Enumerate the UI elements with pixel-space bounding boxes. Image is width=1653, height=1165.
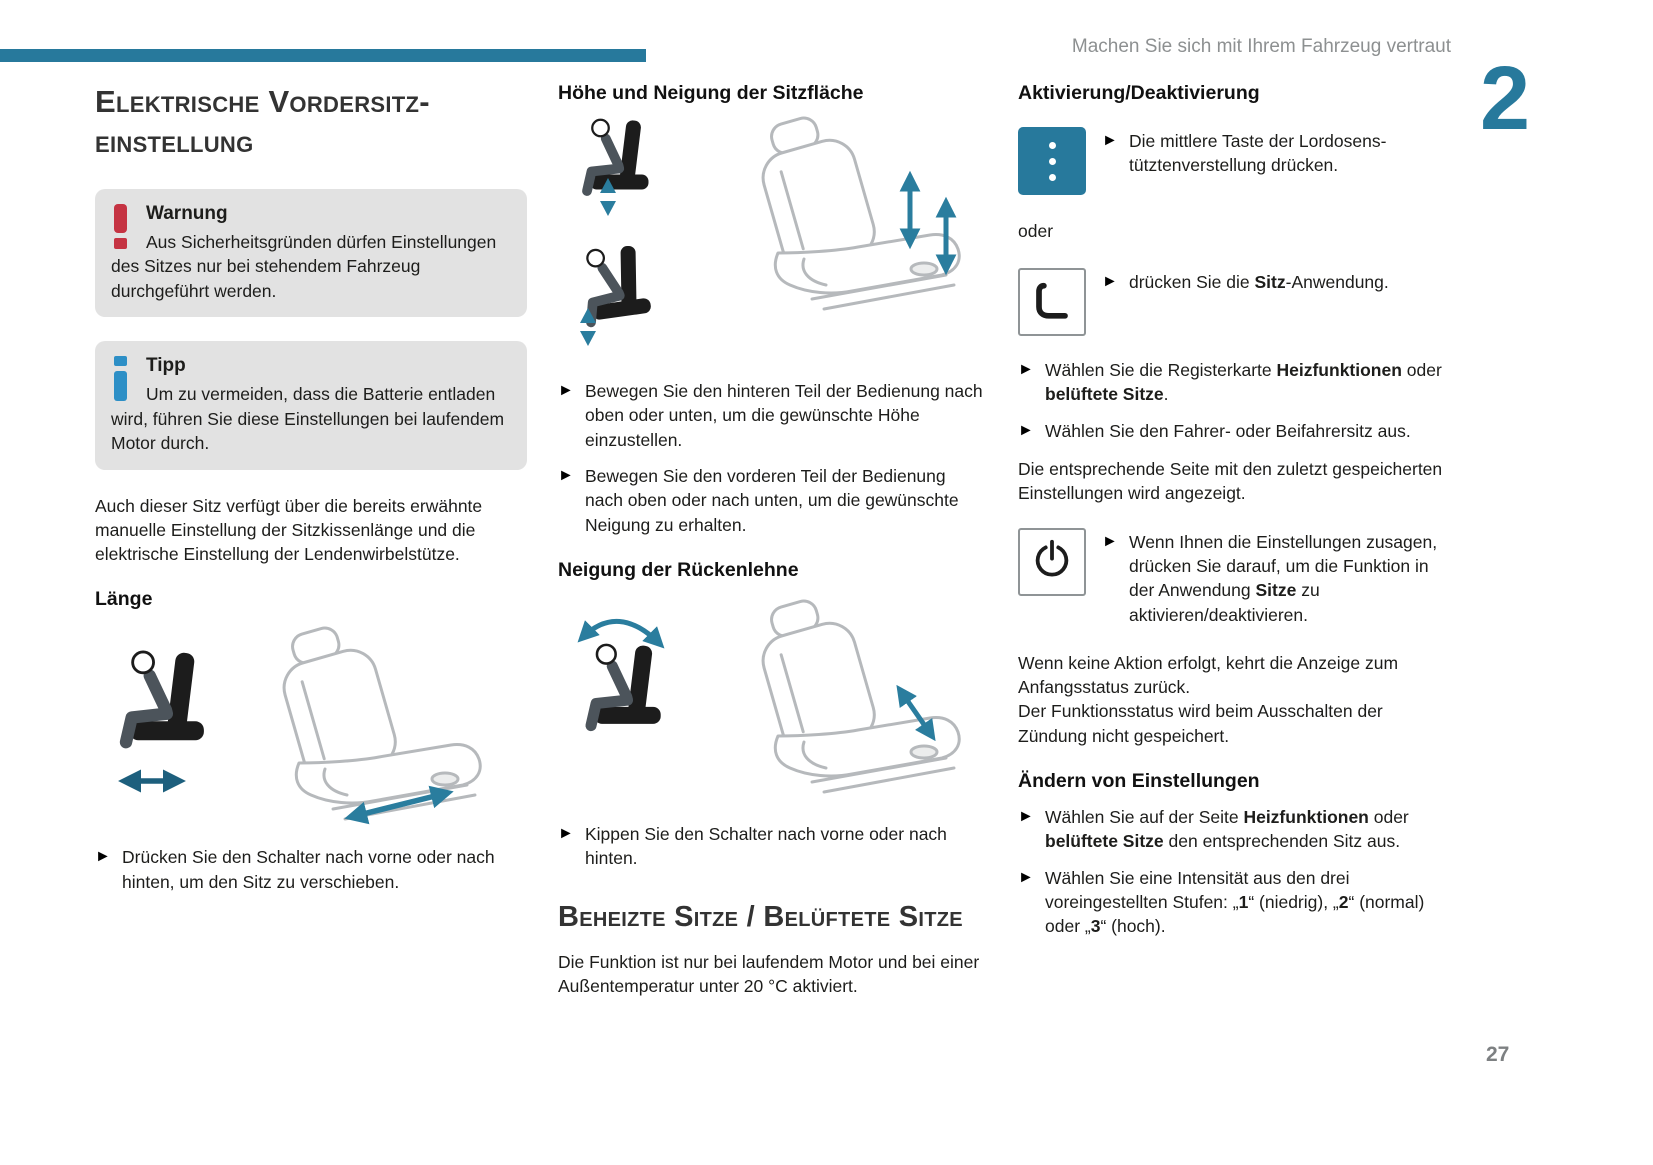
intro-paragraph: Auch dieser Sitz verfügt über die bereits erwähnte manuelle Einstellung der Sitzkissenlänge und die elektrische Einstellung der Lendenwirbelstütze.: [95, 495, 483, 565]
seat-select-bullet: [1018, 419, 1454, 443]
warning-icon: [113, 204, 129, 252]
bullet-arrow-icon: ►: [558, 466, 574, 484]
power-bullet: [1102, 530, 1454, 627]
seat-glyph: [1026, 276, 1078, 328]
bullet-arrow-icon: ►: [1018, 361, 1034, 378]
change-bullet-1-text: Wählen Sie auf der Seite Heizfunktionen oder belüftete Sitze den entsprechenden Sitz aus.: [1045, 807, 1409, 852]
warning-box: [95, 189, 527, 317]
recline-bullet-text: Kippen Sie den Schalter nach vorne oder nach hinten.: [585, 823, 947, 869]
status-paragraph: Wenn keine Aktion erfolgt, kehrt die Anzeige zum Anfangsstatus zurück. Der Funktionsstatus wird beim Ausschalten der Zündung nicht gespeichert.: [1018, 652, 1399, 746]
tip-box: [95, 341, 527, 469]
tip-title: Tipp: [146, 355, 186, 377]
lumbar-bullet: [1102, 129, 1454, 178]
recline-bullet: [558, 822, 988, 871]
backrest-recline-diagram: [558, 592, 988, 810]
height-bullet-2: [558, 464, 988, 537]
backrest-recline-figure: [558, 592, 988, 810]
change-bullet-2: [1018, 866, 1454, 939]
seat-app-bullet: [1102, 270, 1454, 294]
chapter-number: 2: [1480, 49, 1531, 149]
height-bullet-2-text: Bewegen Sie den vorderen Teil der Bedienung nach oben oder nach unten, um die gewünschte Neigung zu erhalten.: [585, 465, 959, 535]
seat-length-figure: [95, 621, 527, 833]
bullet-arrow-icon: ►: [1102, 273, 1118, 290]
length-bullet-text: Drücken Sie den Schalter nach vorne oder nach hinten, um den Sitz zu verschieben.: [122, 847, 495, 892]
bullet-arrow-icon: ►: [1102, 532, 1118, 550]
heated-seats-title: Beheizte Sitze / Belüftete Sitze: [558, 900, 963, 933]
seat-app-icon: [1018, 268, 1086, 336]
tab-select-bullet-text: Wählen Sie die Registerkarte Heizfunktionen oder belüftete Sitze.: [1045, 360, 1442, 405]
or-label: oder: [1018, 221, 1054, 241]
recline-heading: Neigung der Rückenlehne: [558, 558, 799, 581]
lumbar-button-icon: [1018, 127, 1086, 195]
header-tagline: Machen Sie sich mit Ihrem Fahrzeug vertraut: [1071, 36, 1451, 57]
power-icon: [1018, 528, 1086, 596]
saved-settings-paragraph: Die entsprechende Seite mit den zuletzt gespeicherten Einstellungen wird angezeigt.: [1018, 458, 1443, 504]
height-heading: Höhe und Neigung der Sitzfläche: [558, 82, 864, 104]
change-bullet-1: [1018, 805, 1454, 854]
seat-select-bullet-text: Wählen Sie den Fahrer- oder Beifahrersitz aus.: [1045, 420, 1411, 441]
page-number: 27: [1486, 1043, 1510, 1066]
warning-text: Aus Sicherheitsgründen dürfen Einstellungen des Sitzes nur bei stehendem Fahrzeug durchgeführt werden.: [111, 231, 497, 301]
seat-app-row: [1018, 268, 1454, 336]
warning-title: Warnung: [146, 203, 228, 225]
length-heading: Länge: [95, 588, 153, 611]
lumbar-button-row: [1018, 127, 1454, 195]
lumbar-bullet-text: Die mittlere Taste der Lordosens-tütztenverstellung drücken.: [1129, 131, 1387, 176]
heated-seats-intro: Die Funktion ist nur bei laufendem Motor und bei einer Außentemperatur unter 20 °C aktiviert.: [558, 951, 980, 996]
tab-select-bullet: [1018, 358, 1454, 407]
length-bullet: [95, 845, 527, 894]
bullet-arrow-icon: ►: [558, 824, 574, 842]
bullet-arrow-icon: ►: [1018, 868, 1034, 886]
change-settings-heading: Ändern von Einstellungen: [1018, 770, 1260, 793]
left-column: [95, 82, 527, 906]
bullet-arrow-icon: ►: [1018, 808, 1034, 826]
middle-column: [558, 82, 988, 1012]
accent-bar: [0, 49, 646, 62]
height-bullet-1-text: Bewegen Sie den hinteren Teil der Bedienung nach oben oder unten, um die gewünschte Höhe einzustellen.: [585, 381, 983, 450]
right-column: [1018, 82, 1454, 951]
seat-app-bullet-text: drücken Sie die Sitz-Anwendung.: [1129, 272, 1389, 292]
seat-length-diagram: [95, 621, 527, 833]
height-bullet-1: [558, 379, 988, 452]
bullet-arrow-icon: ►: [558, 382, 574, 399]
bullet-arrow-icon: ►: [95, 848, 111, 866]
activation-heading: Aktivierung/Deaktivierung: [1018, 82, 1260, 104]
seat-height-tilt-diagram: [558, 115, 988, 367]
power-bullet-text: Wenn Ihnen die Einstellungen zusagen, drücken Sie darauf, um die Funktion in der Anwendung Sitze zu aktivieren/deaktivieren.: [1129, 531, 1438, 625]
info-icon: [113, 356, 129, 404]
power-glyph: [1025, 535, 1079, 589]
seat-height-tilt-figure: [558, 115, 988, 367]
change-bullet-2-text: Wählen Sie eine Intensität aus den drei voreingestellten Stufen: „1“ (niedrig), „2“ (normal) oder „3“ (hoch).: [1045, 867, 1425, 937]
page-title: Elektrische Vordersitz-einstellung: [95, 84, 430, 159]
power-row: [1018, 528, 1454, 629]
tip-text: Um zu vermeiden, dass die Batterie entladen wird, führen Sie diese Einstellungen bei laufendem Motor durch.: [111, 384, 505, 454]
bullet-arrow-icon: ►: [1102, 132, 1118, 149]
bullet-arrow-icon: ►: [1018, 421, 1034, 439]
